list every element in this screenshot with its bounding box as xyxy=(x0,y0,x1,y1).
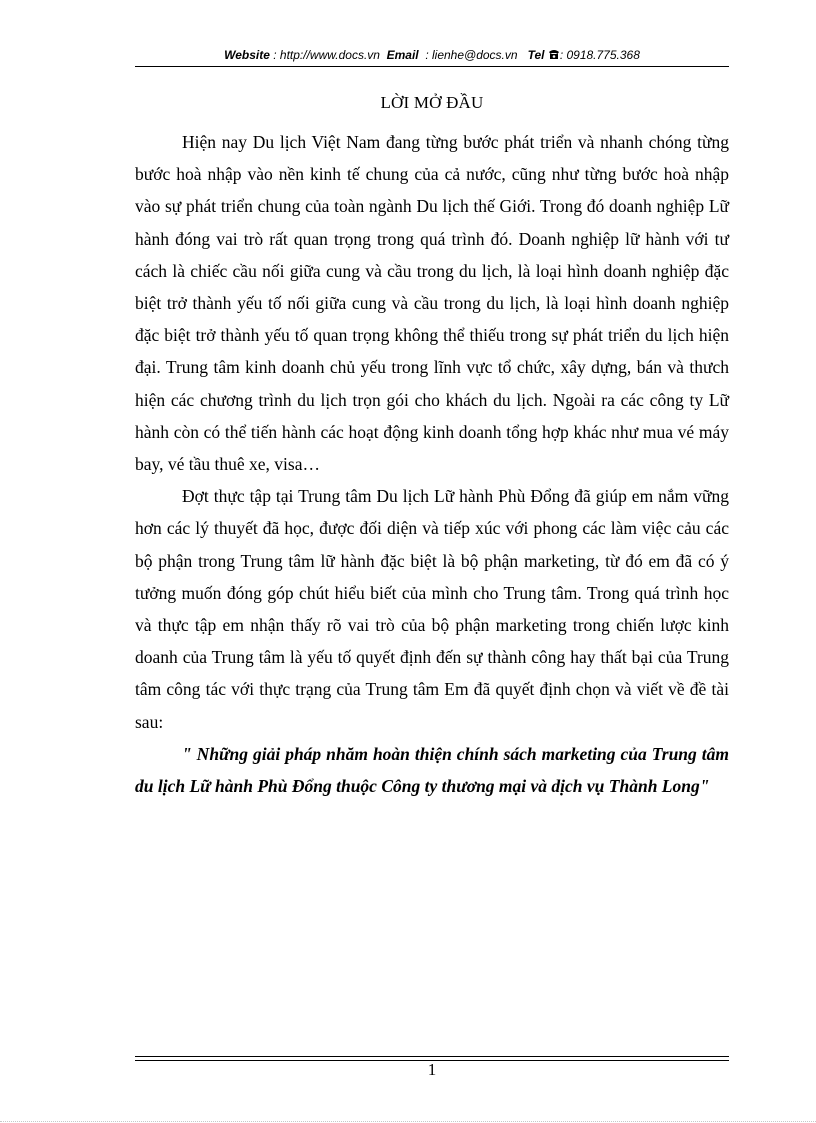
phone-icon xyxy=(548,48,560,62)
email-value: : lienhe@docs.vn xyxy=(425,48,518,62)
document-title: LỜI MỞ ĐẦU xyxy=(380,93,484,112)
intro-paragraph: Hiện nay Du lịch Việt Nam đang từng bước phát triển và nhanh chóng từng bước hoà nhập vào nền kinh tế chung của cả nước, cũng như từng bước hoà nhập vào sự phát triển chung của toàn ngành Du lịch thế Giới. Trong đó doanh nghiệp Lữ hành đóng vai trò rất quan trọng trong quá trình đó. Doanh nghiệp lữ hành với tư cách là chiếc cầu nối giữa cung và cầu trong du lịch, là loại hình doanh nghiệp đặc biệt trở thành yếu tố nối giữa cung và cầu trong du lịch, là loại hình doanh nghiệp đặc biệt trở thành yếu tố quan trọng không thể thiếu trong sự phát triển du lịch hiện đại. Trung tâm kinh doanh chủ yếu trong lĩnh vực tổ chức, xây dựng, bán và thưch hiện các chương trình du lịch trọn gói cho khách du lịch. Ngoài ra các công ty Lữ hành còn có thể tiến hành các hoạt động kinh doanh tổng hợp khác như mua vé máy bay, vé tầu thuê xe, visa… xyxy=(135,132,729,475)
header-divider xyxy=(135,66,729,67)
page-number: 1 xyxy=(427,1060,437,1079)
website-label: Website xyxy=(224,48,270,62)
tel-label: Tel xyxy=(527,48,545,62)
thesis-title: " Những giải pháp nhăm hoàn thiện chính sách marketing của Trung tâm du lịch Lữ hành Phù Đổng thuộc Công ty thương mại và dịch vụ Thành Long" xyxy=(135,743,729,797)
internship-paragraph: Đợt thực tập tại Trung tâm Du lịch Lữ hành Phù Đổng đã giúp em nắm vững hơn các lý thuyết đã học, được đối diện và tiếp xúc với phong các làm việc cảu các bộ phận trong Trung tâm lữ hành đặc biệt là bộ phận marketing, từ đó em đã có ý tưởng muốn đóng góp chút hiểu biết của mình cho Trung tâm. Trong quá trình học và thực tập em nhận thấy rõ vai trò của bộ phận marketing trong chiến lược kinh doanh của Trung tâm là yếu tố quyết định đến sự thành công hay thất bại của Trung tâm công tác với thực trạng của Trung tâm Em đã quyết định chọn và viết về đề tài sau: xyxy=(135,486,729,732)
page-header xyxy=(135,47,729,63)
page-edge xyxy=(0,1121,816,1122)
document-body xyxy=(135,126,729,802)
website-value: : http://www.docs.vn xyxy=(273,48,380,62)
tel-value: : 0918.775.368 xyxy=(559,48,640,62)
email-label: Email xyxy=(386,48,419,62)
